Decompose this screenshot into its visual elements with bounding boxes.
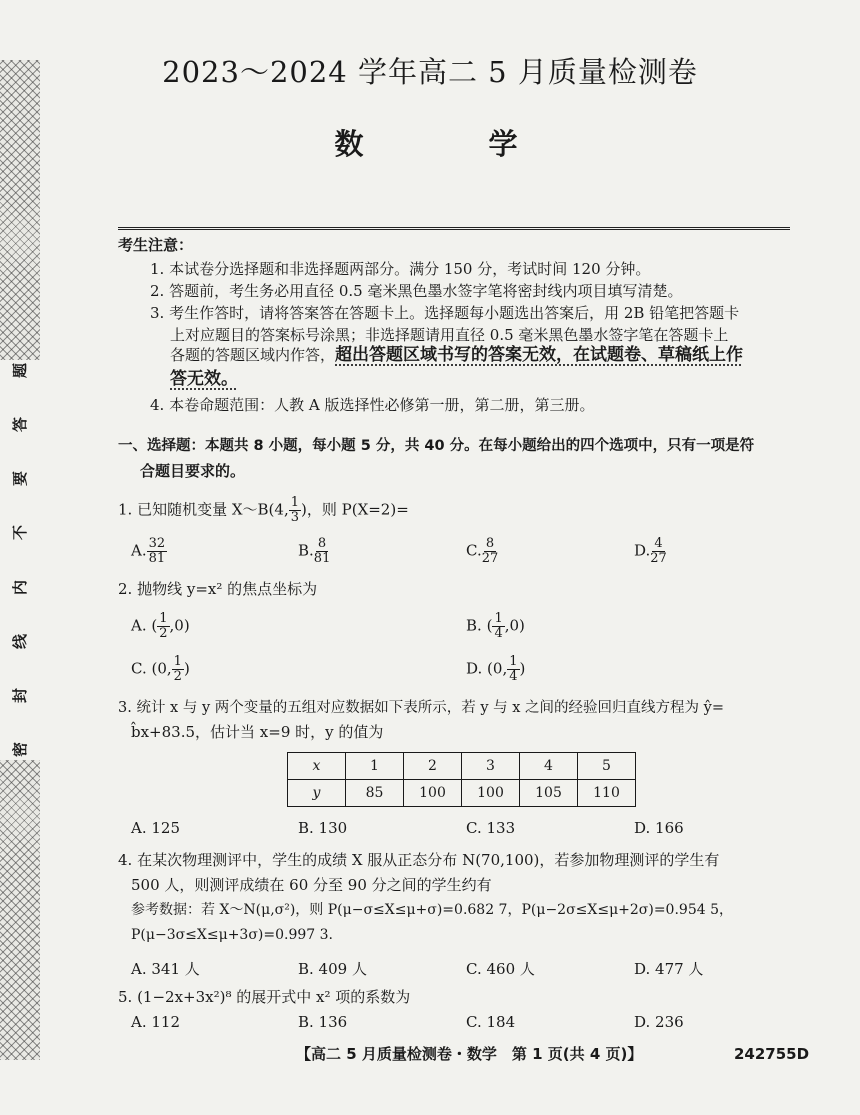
binding-char: 不 bbox=[11, 525, 30, 541]
q1-fraction bbox=[289, 496, 301, 525]
table-cell: 3 bbox=[462, 753, 520, 780]
option-letter: B. bbox=[466, 616, 482, 635]
question-1-stem bbox=[118, 496, 409, 525]
frac-den: 81 bbox=[313, 551, 331, 566]
q2-option-a[interactable] bbox=[131, 612, 190, 641]
table-cell: 5 bbox=[578, 753, 636, 780]
frac-num: 1 bbox=[159, 611, 168, 626]
option-pre: (0, bbox=[487, 659, 508, 678]
frac-num: 4 bbox=[654, 536, 663, 551]
option-post: ,0) bbox=[504, 616, 525, 635]
binding-char: 密 bbox=[11, 741, 30, 757]
q2-option-c[interactable] bbox=[131, 655, 190, 684]
paper-code: 242755D bbox=[734, 1045, 810, 1063]
binding-char: 线 bbox=[11, 633, 30, 649]
option-fraction bbox=[157, 612, 169, 641]
frac-den: 4 bbox=[509, 669, 518, 684]
option-fraction bbox=[650, 537, 667, 566]
table-cell: 2 bbox=[404, 753, 462, 780]
notice-emphasis-1: 超出答题区域书写的答案无效，在试题卷、草稿纸上作 bbox=[335, 345, 744, 365]
table-cell: 4 bbox=[520, 753, 578, 780]
q1-frac-den: 3 bbox=[290, 510, 299, 525]
page-footer: 【高二 5 月质量检测卷・数学 第 1 页(共 4 页)】 bbox=[296, 1045, 643, 1063]
frac-den: 2 bbox=[173, 669, 182, 684]
option-pre: (0, bbox=[151, 659, 172, 678]
question-5-stem: 5. (1−2x+3x²)⁸ 的展开式中 x² 项的系数为 bbox=[118, 988, 411, 1006]
q4-option-c[interactable]: C. 460 人 bbox=[466, 960, 535, 978]
frac-den: 27 bbox=[481, 551, 499, 566]
question-4-reference: 参考数据：若 X～N(μ,σ²)，则 P(μ−σ≤X≤μ+σ)=0.682 7，P(μ−2σ≤X≤μ+2σ)=0.954 5， bbox=[131, 902, 733, 918]
frac-num: 1 bbox=[509, 654, 518, 669]
table-cell: 100 bbox=[462, 780, 520, 807]
q4-option-b[interactable]: B. 409 人 bbox=[298, 960, 367, 978]
frac-den: 4 bbox=[494, 626, 503, 641]
option-post: ) bbox=[519, 659, 526, 678]
question-3-stem: 3. 统计 x 与 y 两个变量的五组对应数据如下表所示，若 y 与 x 之间的经验回归直线方程为 ŷ= bbox=[118, 700, 725, 716]
q4-option-a[interactable]: A. 341 人 bbox=[131, 960, 200, 978]
exam-title: 2023～2024 学年高二 5 月质量检测卷 bbox=[162, 55, 698, 89]
q1-option-a[interactable] bbox=[131, 537, 167, 566]
frac-num: 1 bbox=[494, 611, 503, 626]
question-2-stem: 2. 抛物线 y=x² 的焦点坐标为 bbox=[118, 580, 318, 598]
option-fraction bbox=[507, 655, 519, 684]
binding-char: 题 bbox=[11, 362, 30, 379]
binding-char: 要 bbox=[11, 471, 30, 487]
binding-char: 答 bbox=[11, 417, 30, 433]
question-4-stem: 4. 在某次物理测评中，学生的成绩 X 服从正态分布 N(70,100)，若参加物理测评的学生有 bbox=[118, 851, 720, 869]
q1-option-c[interactable] bbox=[466, 537, 498, 566]
notice-item-3: 3. 考生作答时，请将答案答在答题卡上。选择题每小题选出答案后，用 2B 铅笔把答题卡 bbox=[150, 304, 740, 322]
table-cell: 1 bbox=[346, 753, 404, 780]
option-letter: D. bbox=[634, 541, 651, 560]
q1-option-d[interactable] bbox=[634, 537, 667, 566]
frac-den: 27 bbox=[650, 551, 667, 566]
option-letter: A. bbox=[131, 541, 147, 560]
table-cell: 100 bbox=[404, 780, 462, 807]
frac-num: 1 bbox=[173, 654, 182, 669]
option-fraction bbox=[482, 537, 499, 566]
q5-option-c[interactable]: C. 184 bbox=[466, 1013, 516, 1031]
notice-item-3-cont2: 各题的答题区域内作答， bbox=[170, 346, 336, 364]
option-letter: C. bbox=[131, 659, 147, 678]
q4-option-d[interactable]: D. 477 人 bbox=[634, 960, 704, 978]
notice-item-1: 1. 本试卷分选择题和非选择题两部分。满分 150 分，考试时间 120 分钟。 bbox=[150, 260, 651, 278]
exam-subject: 数 学 bbox=[334, 127, 566, 161]
q3-data-table bbox=[287, 752, 636, 807]
q2-option-b[interactable] bbox=[466, 612, 525, 641]
notice-item-2: 2. 答题前，考生务必用直径 0.5 毫米黑色墨水签字笔将密封线内项目填写清楚。 bbox=[150, 282, 683, 300]
frac-num: 8 bbox=[485, 536, 495, 551]
question-3-stem-cont: b̂x+83.5，估计当 x=9 时，y 的值为 bbox=[131, 723, 384, 741]
table-cell: x bbox=[288, 753, 346, 780]
notice-item-4: 4. 本卷命题范围：人教 A 版选择性必修第一册，第二册，第三册。 bbox=[150, 396, 595, 414]
option-letter: B. bbox=[298, 541, 314, 560]
option-letter: C. bbox=[466, 541, 482, 560]
table-cell: 105 bbox=[520, 780, 578, 807]
q1-suffix: )，则 P(X=2)= bbox=[301, 500, 409, 519]
q2-option-d[interactable] bbox=[466, 655, 525, 684]
q3-option-c[interactable]: C. 133 bbox=[466, 819, 516, 837]
section-heading: 一、选择题：本题共 8 小题，每小题 5 分，共 40 分。在每小题给出的四个选项中，只有一项是符 bbox=[118, 438, 755, 454]
question-4-reference-cont: P(μ−3σ≤X≤μ+3σ)=0.997 3. bbox=[131, 927, 333, 943]
q3-option-a[interactable]: A. 125 bbox=[131, 819, 180, 837]
option-fraction bbox=[172, 655, 184, 684]
frac-num: 8 bbox=[317, 536, 327, 551]
binding-char: 内 bbox=[11, 579, 30, 595]
option-pre: ( bbox=[486, 616, 493, 635]
section-heading-cont: 合题目要求的。 bbox=[140, 462, 246, 480]
option-letter: A. bbox=[131, 616, 147, 635]
option-fraction bbox=[147, 537, 168, 566]
q5-option-d[interactable]: D. 236 bbox=[634, 1013, 684, 1031]
option-post: ) bbox=[183, 659, 190, 678]
q3-option-d[interactable]: D. 166 bbox=[634, 819, 684, 837]
option-post: ,0) bbox=[169, 616, 190, 635]
frac-num: 32 bbox=[148, 536, 166, 551]
frac-den: 2 bbox=[159, 626, 168, 641]
q5-option-b[interactable]: B. 136 bbox=[298, 1013, 348, 1031]
notice-emphasis-line-2 bbox=[170, 368, 238, 390]
option-pre: ( bbox=[151, 616, 158, 635]
option-letter: D. bbox=[466, 659, 483, 678]
table-row bbox=[288, 780, 636, 807]
q3-option-b[interactable]: B. 130 bbox=[298, 819, 348, 837]
question-4-stem-cont: 500 人，则测评成绩在 60 分至 90 分之间的学生约有 bbox=[131, 876, 492, 894]
option-fraction bbox=[314, 537, 331, 566]
notice-heading: 考生注意： bbox=[118, 236, 194, 254]
option-fraction bbox=[492, 612, 504, 641]
binding-strip-text bbox=[0, 360, 40, 760]
table-cell: 85 bbox=[346, 780, 404, 807]
binding-char: 封 bbox=[11, 687, 30, 703]
q1-prefix: 1. 已知随机变量 X～B(4, bbox=[118, 500, 289, 519]
table-cell: y bbox=[288, 780, 346, 807]
notice-item-3-cont: 上对应题目的答案标号涂黑；非选择题请用直径 0.5 毫米黑色墨水签字笔在答题卡上 bbox=[170, 326, 729, 344]
table-cell: 110 bbox=[578, 780, 636, 807]
notice-emphasis-2: 答无效。 bbox=[170, 369, 238, 389]
header-divider bbox=[118, 227, 790, 232]
q1-option-b[interactable] bbox=[298, 537, 330, 566]
table-row bbox=[288, 753, 636, 780]
q1-frac-num: 1 bbox=[290, 495, 299, 510]
frac-den: 81 bbox=[148, 551, 166, 566]
q5-option-a[interactable]: A. 112 bbox=[131, 1013, 180, 1031]
notice-item-3-emphasis-line bbox=[170, 344, 743, 366]
